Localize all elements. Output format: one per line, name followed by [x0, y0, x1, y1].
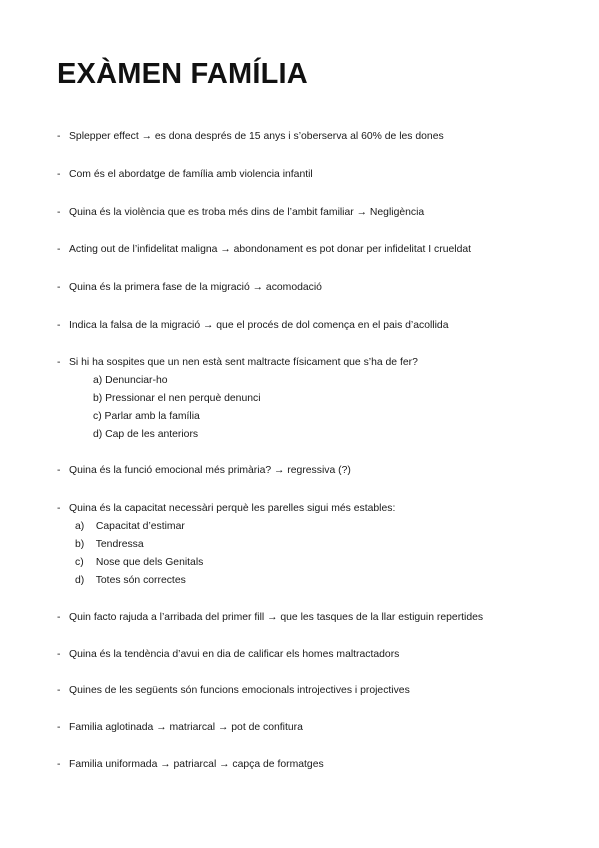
option-d: d) Cap de les anteriors: [93, 429, 199, 440]
item-text: Quina és la capacitat necessàri perquè les parelles sigui més estables:: [69, 503, 396, 514]
option-letter: b): [75, 539, 85, 550]
item-text: Quina és la funció emocional més primària? → regressiva (?): [69, 465, 351, 476]
bullet-dash: -: [57, 207, 61, 218]
item-text: Quina és la violència que es troba més dins de l’ambit familiar → Negligència: [69, 207, 425, 218]
option-letter: a): [75, 521, 85, 532]
item-text: Quin facto rajuda a l’arribada del primer fill → que les tasques de la llar estiguin repertides: [69, 612, 484, 623]
option-letter: d): [75, 575, 85, 586]
bullet-dash: -: [57, 465, 61, 476]
option-c: [75, 556, 203, 569]
bullet-dash: -: [57, 722, 61, 733]
option-a: [75, 520, 185, 533]
option-text: Capacitat d’estimar: [95, 521, 185, 532]
option-d: [75, 574, 186, 587]
bullet-dash: -: [57, 612, 61, 623]
option-text: Nose que dels Genitals: [95, 557, 204, 568]
bullet-dash: -: [57, 282, 61, 293]
item-text: Splepper effect → es dona després de 15 anys i s’oberserva al 60% de les dones: [69, 131, 444, 142]
item-text: Familia uniformada → patriarcal → capça de formatges: [69, 759, 324, 770]
page-title: EXÀMEN FAMÍLIA: [57, 58, 308, 90]
bullet-dash: -: [57, 244, 61, 255]
option-b: [75, 538, 144, 551]
option-b: b) Pressionar el nen perquè denunci: [93, 393, 261, 404]
item-text: Quines de les següents són funcions emocionals introjectives i projectives: [69, 685, 410, 696]
item-text: Acting out de l’infidelitat maligna → abondonament es pot donar per infidelitat I crueldat: [69, 244, 472, 255]
bullet-dash: -: [57, 131, 61, 142]
item-text: Com és el abordatge de família amb violencia infantil: [69, 169, 313, 180]
item-text: Indica la falsa de la migració → que el procés de dol comença en el pais d’acollida: [69, 320, 449, 331]
bullet-dash: -: [57, 649, 61, 660]
item-text: Quina és la tendència d’avui en dia de calificar els homes maltractadors: [69, 649, 400, 660]
option-a: a) Denunciar-ho: [93, 375, 168, 386]
option-c: c) Parlar amb la família: [93, 411, 200, 422]
bullet-dash: -: [57, 357, 61, 368]
item-text: Familia aglotinada → matriarcal → pot de confitura: [69, 722, 303, 733]
bullet-dash: -: [57, 685, 61, 696]
item-text: Quina és la primera fase de la migració → acomodació: [69, 282, 322, 293]
option-text: Tendressa: [95, 539, 144, 550]
option-text: Totes són correctes: [95, 575, 186, 586]
bullet-dash: -: [57, 320, 61, 331]
item-text: Si hi ha sospites que un nen està sent maltracte físicament que s’ha de fer?: [69, 357, 418, 368]
bullet-dash: -: [57, 503, 61, 514]
option-letter: c): [75, 557, 84, 568]
bullet-dash: -: [57, 759, 61, 770]
bullet-dash: -: [57, 169, 61, 180]
